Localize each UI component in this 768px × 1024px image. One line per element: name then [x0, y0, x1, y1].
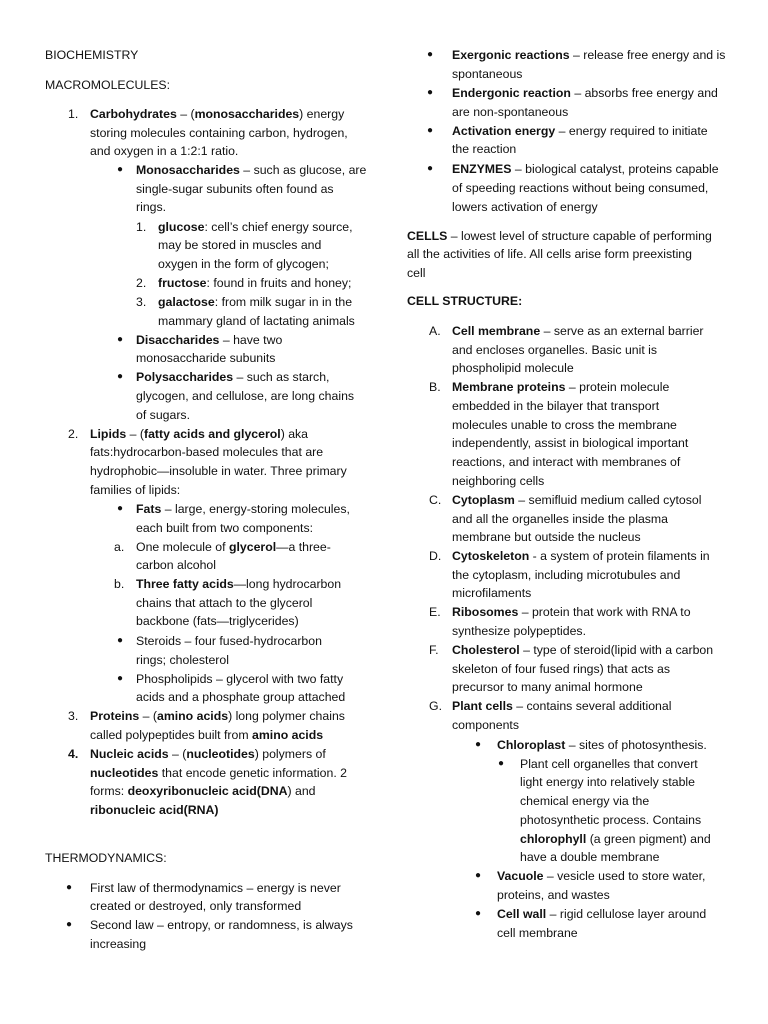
- text-line: chains that attach to the glycerol: [136, 596, 313, 610]
- bullet-icon: ●: [117, 503, 124, 514]
- term: Cell wall: [497, 907, 547, 921]
- text-line: proteins, and wastes: [497, 888, 610, 902]
- list-marker: b.: [114, 577, 125, 591]
- list-marker: 3.: [136, 295, 147, 309]
- term: Cytoplasm: [452, 493, 515, 507]
- text-line: [452, 322, 704, 341]
- bullet-icon: ●: [427, 125, 434, 136]
- text-line: [90, 782, 316, 801]
- list-marker: 4.: [68, 747, 79, 761]
- term: Activation energy: [452, 124, 556, 138]
- text: – semifluid medium called cytosol: [514, 493, 702, 507]
- text-line: single-sugar subunits often found as: [136, 182, 334, 196]
- text: – energy required to initiate: [555, 124, 708, 138]
- text-line: are non-spontaneous: [452, 105, 569, 119]
- text: – rigid cellulose layer around: [546, 907, 707, 921]
- text: – absorbs free energy and: [570, 86, 718, 100]
- bullet-icon: ●: [117, 334, 124, 345]
- cell-structure-heading: CELL STRUCTURE:: [407, 294, 523, 308]
- text-line: glycogen, and cellulose, are long chains: [136, 389, 355, 403]
- text: – (: [139, 709, 157, 723]
- text-line: fats:hydrocarbon-based molecules that are: [90, 445, 324, 459]
- text-line: Phospholipids – glycerol with two fatty: [136, 672, 344, 686]
- text: – biological catalyst, proteins capable: [511, 162, 719, 176]
- text: that encode genetic information. 2: [158, 766, 348, 780]
- text-line: [497, 736, 707, 755]
- list-marker: a.: [114, 540, 125, 554]
- text-line: [452, 46, 725, 65]
- term: Lipids: [90, 427, 127, 441]
- list-marker: 2.: [136, 276, 147, 290]
- bullet-icon: ●: [427, 49, 434, 60]
- term: Exergonic reactions: [452, 48, 570, 62]
- term: deoxyribonucleic acid(DNA: [127, 784, 288, 798]
- text-line: [90, 745, 326, 764]
- term: nucleotides: [186, 747, 255, 761]
- text: – (: [168, 747, 187, 761]
- list-marker: B.: [429, 380, 441, 394]
- term: Ribosomes: [452, 605, 519, 619]
- list-marker: C.: [429, 493, 442, 507]
- bullet-icon: ●: [475, 908, 482, 919]
- text-line: components: [452, 718, 519, 732]
- text-line: precursor to many animal hormone: [452, 680, 643, 694]
- term: monosaccharides: [194, 107, 300, 121]
- term: Fats: [136, 502, 162, 516]
- bullet-icon: ●: [475, 739, 482, 750]
- text-line: storing molecules containing carbon, hydrogen,: [90, 126, 348, 140]
- text-line: [136, 575, 341, 594]
- term: Cytoskeleton: [452, 549, 530, 563]
- text-line: [407, 227, 712, 246]
- bullet-icon: ●: [427, 87, 434, 98]
- term: CELLS: [407, 229, 448, 243]
- text-line: rings; cholesterol: [136, 653, 229, 667]
- list-marker: 2.: [68, 427, 79, 441]
- text-line: First law of thermodynamics – energy is never: [90, 881, 341, 895]
- term: Polysaccharides: [136, 370, 234, 384]
- term: Membrane proteins: [452, 380, 566, 394]
- term: amino acids: [252, 728, 324, 742]
- text-line: chemical energy via the: [520, 794, 650, 808]
- text-line: [90, 707, 345, 726]
- text: - a system of protein filaments in: [529, 549, 710, 563]
- text-line: created or destroyed, only transformed: [90, 899, 302, 913]
- text-line: and encloses organelles. Basic unit is: [452, 343, 658, 357]
- text: – such as glucose, are: [239, 163, 367, 177]
- text-line: reactions, and interact with membranes of: [452, 455, 681, 469]
- text: One molecule of: [136, 540, 229, 554]
- text: – have two: [219, 333, 283, 347]
- text-line: photosynthetic process. Contains: [520, 813, 702, 827]
- text: – (: [176, 107, 195, 121]
- text-line: of sugars.: [136, 408, 190, 422]
- text: : from milk sugar in in the: [214, 295, 353, 309]
- text-line: [158, 274, 351, 293]
- text-line: mammary gland of lactating animals: [158, 314, 355, 328]
- list-marker: D.: [429, 549, 442, 563]
- text-line: phospholipid molecule: [452, 361, 574, 375]
- bullet-icon: ●: [117, 635, 124, 646]
- text: – protein that work with RNA to: [518, 605, 691, 619]
- term: fructose: [158, 276, 207, 290]
- term: Endergonic reaction: [452, 86, 571, 100]
- text-line: the reaction: [452, 142, 517, 156]
- term: glucose: [158, 220, 205, 234]
- text-line: [497, 905, 706, 924]
- text-line: light energy into relatively stable: [520, 775, 695, 789]
- text: – contains several additional: [512, 699, 672, 713]
- text-line: each built from two components:: [136, 521, 314, 535]
- text-line: [90, 425, 308, 444]
- bullet-icon: ●: [498, 758, 505, 769]
- text-line: cell: [407, 266, 426, 280]
- text-line: [158, 218, 353, 237]
- text-line: [136, 538, 331, 557]
- text-line: embedded in the bilayer that transport: [452, 399, 660, 413]
- term: fatty acids and glycerol: [144, 427, 281, 441]
- text: called polypeptides built from: [90, 728, 252, 742]
- text-line: [136, 368, 329, 387]
- text-line: [452, 160, 719, 179]
- bullet-icon: ●: [66, 919, 73, 930]
- bullet-icon: ●: [475, 870, 482, 881]
- text: – large, energy-storing molecules,: [161, 502, 350, 516]
- term: glycerol: [228, 540, 277, 554]
- term: Monosaccharides: [136, 163, 240, 177]
- text-line: all the activities of life. All cells arise form preexisting: [407, 247, 692, 261]
- text-line: the cytoplasm, including microtubules and: [452, 568, 681, 582]
- text-line: families of lipids:: [90, 483, 181, 497]
- text: – such as starch,: [233, 370, 330, 384]
- term: Cholesterol: [452, 643, 520, 657]
- text-line: carbon alcohol: [136, 558, 216, 572]
- text-line: microfilaments: [452, 586, 532, 600]
- text-line: [136, 331, 282, 350]
- text: – release free energy and is: [569, 48, 726, 62]
- text: : cell’s chief energy source,: [204, 220, 353, 234]
- term: Nucleic acids: [90, 747, 169, 761]
- text-line: ribonucleic acid(RNA): [90, 803, 219, 817]
- text-line: [452, 697, 671, 716]
- text: ) energy: [299, 107, 345, 121]
- text: : found in fruits and honey;: [206, 276, 352, 290]
- list-marker: F.: [429, 643, 439, 657]
- text-line: membrane but outside the nucleus: [452, 530, 641, 544]
- text: (a green pigment) and: [586, 832, 711, 846]
- text-line: cell membrane: [497, 926, 578, 940]
- text: ) aka: [280, 427, 309, 441]
- text-line: Plant cell organelles that convert: [520, 757, 698, 771]
- text-line: [497, 867, 705, 886]
- list-marker: 1.: [68, 107, 79, 121]
- text-line: monosaccharide subunits: [136, 351, 276, 365]
- text: ) long polymer chains: [228, 709, 345, 723]
- text-line: molecules unable to cross the membrane: [452, 418, 677, 432]
- term: galactose: [158, 295, 215, 309]
- text: —long hydrocarbon: [233, 577, 342, 591]
- text-line: [158, 293, 352, 312]
- text: forms:: [90, 784, 128, 798]
- text-line: [452, 122, 708, 141]
- text-line: [452, 641, 713, 660]
- text-line: [452, 547, 710, 566]
- text: – serve as an external barrier: [540, 324, 704, 338]
- term: Plant cells: [452, 699, 513, 713]
- text-line: synthesize polypeptides.: [452, 624, 586, 638]
- list-marker: A.: [429, 324, 441, 338]
- text-line: and oxygen in a 1:2:1 ratio.: [90, 144, 239, 158]
- text-line: skeleton of four fused rings) that acts as: [452, 662, 671, 676]
- text-line: [136, 500, 350, 519]
- term: chlorophyll: [520, 832, 587, 846]
- text-line: [520, 830, 711, 849]
- list-marker: 1.: [136, 220, 147, 234]
- text-line: [452, 378, 669, 397]
- list-marker: G.: [429, 699, 442, 713]
- term: Disaccharides: [136, 333, 220, 347]
- text: ) and: [287, 784, 316, 798]
- text-line: increasing: [90, 937, 147, 951]
- term: Three fatty acids: [136, 577, 234, 591]
- text: – type of steroid(lipid with a carbon: [519, 643, 714, 657]
- thermodynamics-heading: THERMODYNAMICS:: [45, 851, 167, 865]
- text-line: backbone (fats—triglycerides): [136, 614, 299, 628]
- text: – lowest level of structure capable of performing: [447, 229, 712, 243]
- text-line: Second law – entropy, or randomness, is always: [90, 918, 353, 932]
- text-line: [136, 161, 366, 180]
- term: Cell membrane: [452, 324, 541, 338]
- bullet-icon: ●: [66, 882, 73, 893]
- term: Chloroplast: [497, 738, 566, 752]
- text-line: rings.: [136, 200, 167, 214]
- text-line: [452, 603, 691, 622]
- term: Carbohydrates: [90, 107, 177, 121]
- bullet-icon: ●: [427, 163, 434, 174]
- term: nucleotides: [90, 766, 159, 780]
- text-line: spontaneous: [452, 67, 523, 81]
- macromolecules-heading: MACROMOLECULES:: [45, 78, 171, 92]
- text: – (: [126, 427, 144, 441]
- list-marker: E.: [429, 605, 441, 619]
- text-line: oxygen in the form of glycogen;: [158, 257, 329, 271]
- text-line: acids and a phosphate group attached: [136, 690, 346, 704]
- term: ENZYMES: [452, 162, 512, 176]
- text-line: Steroids – four fused-hydrocarbon: [136, 634, 322, 648]
- text-line: have a double membrane: [520, 850, 660, 864]
- list-marker: 3.: [68, 709, 79, 723]
- text-line: [452, 84, 718, 103]
- bullet-icon: ●: [117, 673, 124, 684]
- text: ) polymers of: [254, 747, 326, 761]
- text-line: neighboring cells: [452, 474, 545, 488]
- text-line: [90, 105, 344, 124]
- text-line: hydrophobic—insoluble in water. Three primary: [90, 464, 347, 478]
- text: —a three-: [276, 540, 331, 554]
- term: Proteins: [90, 709, 140, 723]
- text-line: of speeding reactions without being consumed,: [452, 181, 709, 195]
- text-line: independently, assist in biological important: [452, 436, 689, 450]
- text-line: [90, 764, 347, 783]
- term: amino acids: [156, 709, 229, 723]
- text: – protein molecule: [565, 380, 670, 394]
- text-line: [90, 726, 323, 745]
- text: – vesicle used to store water,: [543, 869, 706, 883]
- bullet-icon: ●: [117, 371, 124, 382]
- text-line: [452, 491, 701, 510]
- bullet-icon: ●: [117, 164, 124, 175]
- text: – sites of photosynthesis.: [565, 738, 707, 752]
- text-line: lowers activation of energy: [452, 200, 598, 214]
- document-title: BIOCHEMISTRY: [45, 48, 139, 62]
- text-line: may be stored in muscles and: [158, 238, 322, 252]
- term: Vacuole: [497, 869, 544, 883]
- text-line: and all the organelles inside the plasma: [452, 512, 669, 526]
